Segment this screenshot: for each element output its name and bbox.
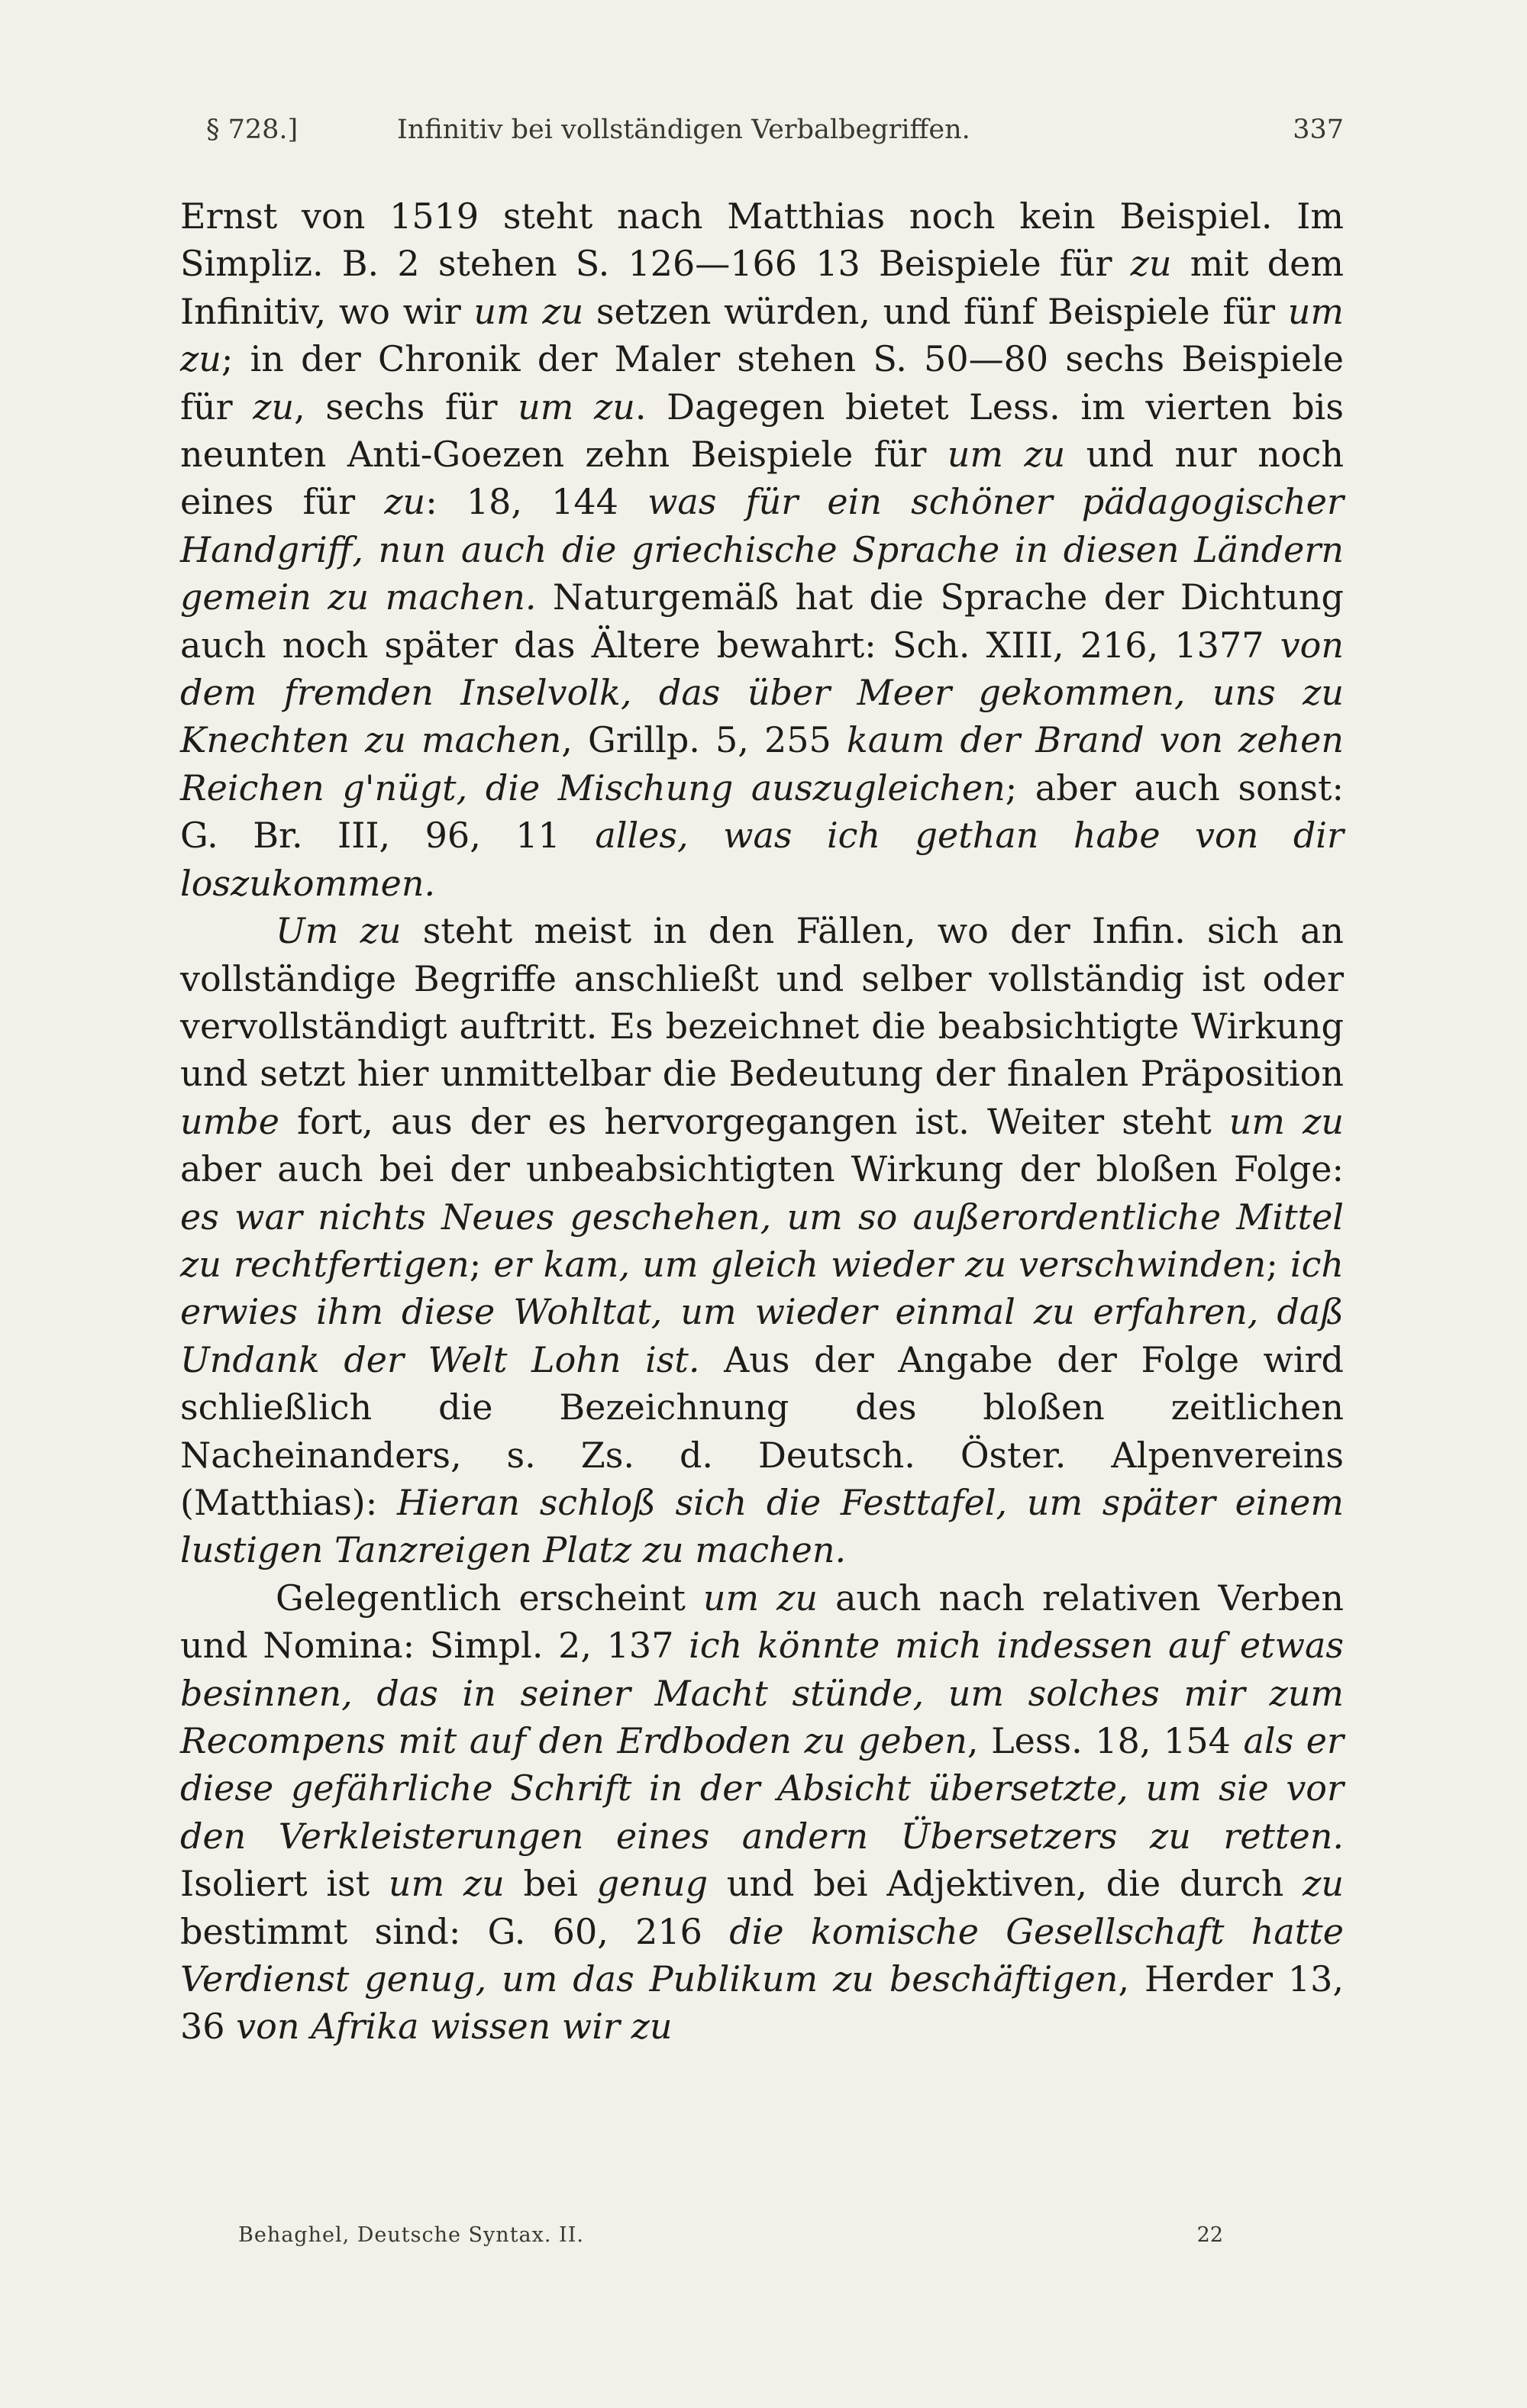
- italic-quote: um zu: [388, 1863, 505, 1905]
- italic-quote: die komische Gesellschaft hatte Verdienst genug, um das Publikum zu beschäftigen: [180, 1910, 1344, 2000]
- italic-quote: es war nichts Neues geschehen, um so außerordentliche Mittel zu rechtfertigen: [180, 1196, 1344, 1285]
- text-run: steht meist in den Fällen, wo der Infin. sich an vollständige Begriffe anschließt und selber vollständig ist oder vervollständigt auftritt. Es bezeichnet die beabsichtigte Wirkung und setzt hier unmittelbar die Bedeutung der finalen Präposition: [180, 910, 1344, 1095]
- text-run: Naturgemäß hat die Sprache der Dichtung auch noch später das Ältere bewahrt: Sch. XIII, 216, 1377: [180, 576, 1345, 666]
- text-run: und bei Adjektiven, die durch: [708, 1863, 1303, 1905]
- italic-quote: alles, was ich gethan habe von dir loszukommen.: [180, 815, 1344, 904]
- text-run: , Less. 18, 154: [967, 1720, 1244, 1761]
- text-run: ; aber auch sonst: G. Br. III, 96, 11: [180, 767, 1344, 857]
- section-reference: § 728.]: [206, 115, 299, 145]
- text-run: ;: [469, 1243, 494, 1285]
- italic-quote: zu: [253, 386, 295, 428]
- italic-quote: Hieran schloß sich die Festtafel, um später einem lustigen Tanzreigen Platz zu machen.: [180, 1481, 1344, 1571]
- signature-mark: 22: [1196, 2223, 1223, 2247]
- text-run: und nur noch eines für: [180, 434, 1345, 523]
- running-header: [206, 115, 1344, 157]
- text-run: bei: [504, 1863, 597, 1905]
- text-run: Gelegentlich erscheint: [276, 1577, 703, 1619]
- text-run: , Herder 13, 36: [180, 1958, 1344, 2048]
- italic-quote: um zu: [518, 386, 635, 428]
- text-run: aber auch bei der unbeabsichtigten Wirkung der bloßen Folge:: [180, 1148, 1344, 1190]
- italic-quote: ich erwies ihm diese Wohltat, um wieder einmal zu erfahren, daß Undank der Welt Lohn ist.: [180, 1243, 1344, 1380]
- paragraph: [180, 907, 1344, 1574]
- text-run: Ernst von 1519 steht nach Matthias noch kein Beispiel. Im Simpliz. B. 2 stehen S. 126—166 13 Beispiele für: [180, 195, 1344, 285]
- text-run: fort, aus der es hervorgegangen ist. Weiter steht: [279, 1100, 1229, 1142]
- italic-quote: zu: [1130, 243, 1172, 285]
- italic-quote: zu: [1303, 1863, 1345, 1905]
- text-run: . Dagegen bietet Less. im vierten bis neunten Anti-Goezen zehn Beispiele für: [180, 386, 1344, 476]
- text-run: bestimmt sind: G. 60, 216: [180, 1910, 730, 1952]
- italic-quote: um zu: [1228, 1100, 1344, 1142]
- italic-quote: was für ein schöner pädagogischer Handgriff, nun auch die griechische Sprache in diesen Ländern gemein zu machen.: [180, 481, 1344, 618]
- italic-quote: um zu: [947, 434, 1066, 476]
- paragraph: [180, 1574, 1344, 2051]
- italic-quote: umbe: [180, 1100, 279, 1142]
- italic-quote: als er diese gefährliche Schrift in der Absicht übersetzte, um sie vor den Verkleisterungen eines andern Übersetzers zu retten.: [180, 1720, 1345, 1857]
- page-footer: [238, 2223, 1223, 2254]
- italic-quote: von Afrika wissen wir zu: [236, 2006, 673, 2048]
- body-text: [180, 192, 1344, 2051]
- text-run: : 18, 144: [425, 481, 648, 523]
- italic-quote: Um zu: [276, 910, 402, 952]
- italic-quote: kaum der Brand von zehen Reichen g'nügt, die Mischung auszugleichen: [180, 719, 1344, 809]
- text-run: ;: [1266, 1243, 1290, 1285]
- text-run: ; in der Chronik der Maler stehen S. 50—80 sechs Beispiele für: [180, 338, 1344, 428]
- text-run: setzen würden, und fünf Beispiele für: [583, 290, 1288, 332]
- text-run: auch nach relativen Verben und Nomina: Simpl. 2, 137: [180, 1577, 1344, 1667]
- italic-quote: von dem fremden Inselvolk, das über Meer gekommen, uns zu Knechten zu machen: [180, 624, 1344, 761]
- italic-quote: um zu: [702, 1577, 818, 1619]
- italic-quote: er kam, um gleich wieder zu verschwinden: [493, 1243, 1267, 1285]
- running-title: Infinitiv bei vollständigen Verbalbegriffen.: [397, 115, 970, 145]
- text-run: mit dem Infinitiv, wo wir: [180, 243, 1344, 332]
- italic-quote: um zu: [473, 290, 584, 332]
- italic-quote: genug: [596, 1863, 709, 1905]
- text-run: , Grillp. 5, 255: [561, 719, 847, 761]
- italic-quote: zu: [384, 481, 426, 523]
- text-run: Isoliert ist: [180, 1863, 389, 1905]
- text-run: Aus der Angabe der Folge wird schließlich die Bezeichnung des bloßen zeitlichen Nacheinanders, s. Zs. d. Deutsch. Öster. Alpenvereins (Matthias):: [180, 1338, 1344, 1523]
- book-title-footer: Behaghel, Deutsche Syntax. II.: [238, 2223, 584, 2247]
- italic-quote: um zu: [180, 290, 1344, 380]
- page-number: 337: [1293, 115, 1344, 145]
- italic-quote: ich könnte mich indessen auf etwas besinnen, das in seiner Macht stünde, um solches mir zum Recompens mit auf den Erdboden zu geben: [180, 1625, 1344, 1761]
- text-run: , sechs für: [294, 386, 518, 428]
- paragraph: [180, 192, 1344, 907]
